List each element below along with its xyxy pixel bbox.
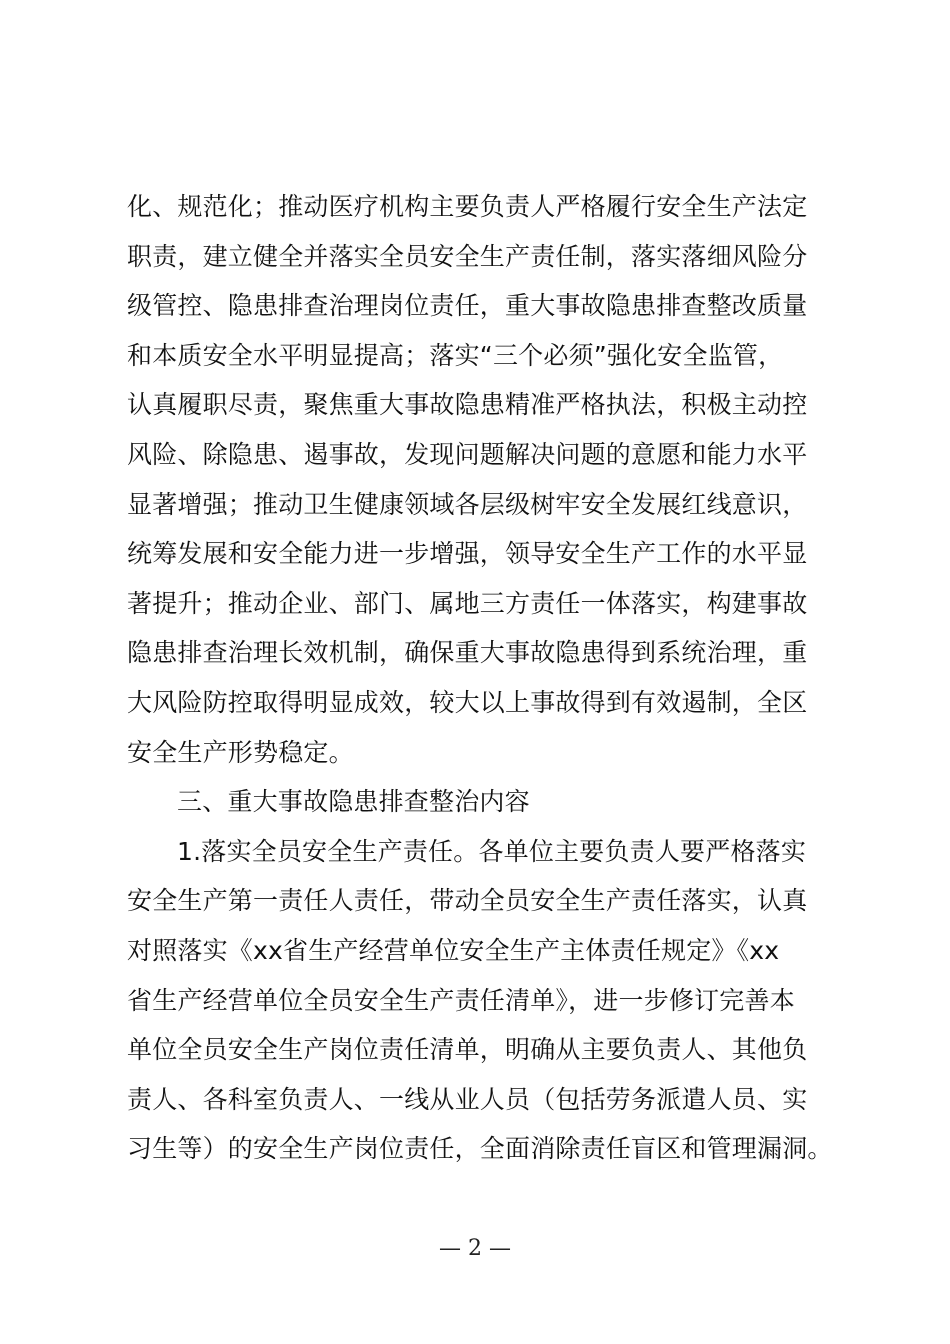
text-line: 级管控、隐患排查治理岗位责任，重大事故隐患排查整改质量 bbox=[127, 291, 808, 321]
text-line: 化、规范化；推动医疗机构主要负责人严格履行安全生产法定 bbox=[127, 192, 808, 221]
text-line: 显著增强；推动卫生健康领域各层级树牢安全发展红线意识， bbox=[127, 489, 808, 519]
text-line: 省生产经营单位全员安全生产责任清单》，进一步修订完善本 bbox=[127, 985, 795, 1015]
text-line: 风险、除隐患、遏事故，发现问题解决问题的意愿和能力水平 bbox=[127, 439, 808, 469]
text-line: 1.落实全员安全生产责任。各单位主要负责人要严格落实 bbox=[177, 836, 807, 866]
text-line: 责人、各科室负责人、一线从业人员（包括劳务派遣人员、实 bbox=[127, 1084, 808, 1114]
text-line: 习生等）的安全生产岗位责任，全面消除责任盲区和管理漏洞。 bbox=[127, 1134, 833, 1164]
text-line: 大风险防控取得明显成效，较大以上事故得到有效遏制，全区 bbox=[127, 687, 808, 717]
text-line: 对照落实《xx省生产经营单位安全生产主体责任规定》《xx bbox=[127, 935, 780, 965]
text-line: 单位全员安全生产岗位责任清单，明确从主要负责人、其他负 bbox=[127, 1035, 808, 1065]
text-line: 职责，建立健全并落实全员安全生产责任制，落实落细风险分 bbox=[127, 241, 808, 271]
page-number: — 2 — bbox=[439, 1236, 511, 1261]
body-text bbox=[127, 182, 837, 1174]
text-line: 统筹发展和安全能力进一步增强，领导安全生产工作的水平显 bbox=[127, 539, 808, 569]
text-line: 和本质安全水平明显提高；落实“三个必须”强化安全监管， bbox=[127, 340, 784, 370]
text-line: 安全生产形势稳定。 bbox=[127, 737, 354, 767]
text-line: 安全生产第一责任人责任，带动全员安全生产责任落实，认真 bbox=[127, 886, 808, 916]
text-line: 著提升；推动企业、部门、属地三方责任一体落实，构建事故 bbox=[127, 588, 808, 618]
section-heading: 三、重大事故隐患排查整治内容 bbox=[177, 787, 530, 817]
text-line: 隐患排查治理长效机制，确保重大事故隐患得到系统治理，重 bbox=[127, 638, 808, 668]
text-line: 认真履职尽责，聚焦重大事故隐患精准严格执法，积极主动控 bbox=[127, 390, 808, 420]
